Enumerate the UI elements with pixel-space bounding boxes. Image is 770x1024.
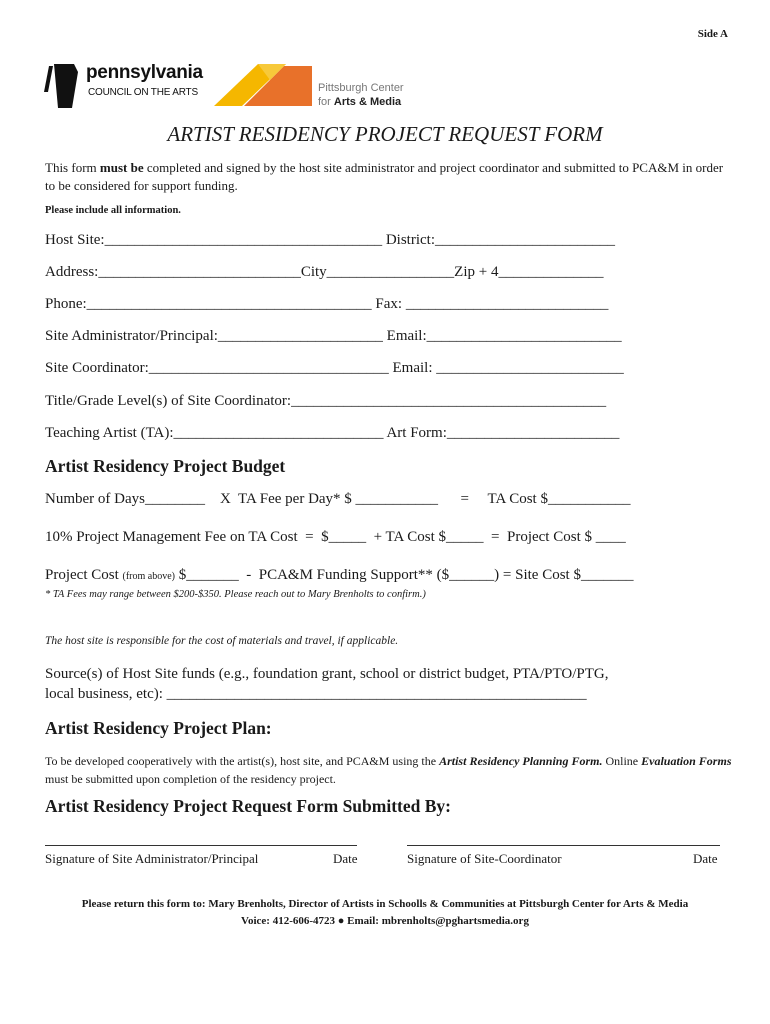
form-title: ARTIST RESIDENCY PROJECT REQUEST FORM [167,122,603,146]
intro-text: This form must be completed and signed by the host site administrator and project coordinator and submitted to PCA&M in order to be considered for support funding. [45,160,724,193]
footer-return-line: Please return this form to: Mary Brenholts, Director of Artists in Schoolls & Communities at Pittsburgh Center for Arts & Media [81,898,689,910]
funds-sources-line1: Source(s) of Host Site funds (e.g., foundation grant, school or district budget, PTA/PTO/PTG, [45,666,609,682]
project-cost-line[interactable]: Project Cost (from above) $_______ - PCA&M Funding Support** ($______) = Site Cost $_______ [45,567,634,583]
admin-signature-label: Signature of Site Administrator/Principal [45,851,259,866]
teaching-artist-field[interactable]: Teaching Artist (TA):____________________________ Art Form:_______________________ [45,425,620,441]
pa-council-logo [44,58,224,110]
management-fee-line[interactable]: 10% Project Management Fee on TA Cost = $_____ + TA Cost $_____ = Project Cost $ ____ [45,529,626,545]
site-coordinator-field[interactable]: Site Coordinator:________________________________ Email: _________________________ [45,360,624,376]
site-admin-field[interactable]: Site Administrator/Principal:______________________ Email:__________________________ [45,328,622,344]
plan-heading: Artist Residency Project Plan: [45,718,272,738]
pa-keystone-icon [44,62,84,108]
title-grade-field[interactable]: Title/Grade Level(s) of Site Coordinator:__________________________________________ [45,393,607,409]
footer-contact-line: Voice: 412-606-4723 ● Email: mbrenholts@pghartsmedia.org [241,915,529,927]
include-note: Please include all information. [45,205,181,216]
pa-logo-sub: COUNCIL ON THE ARTS [88,87,198,98]
funds-sources-line2[interactable]: local business, etc): ________________________________________________________ [45,686,587,702]
coordinator-signature-label: Signature of Site-Coordinator [407,851,562,866]
pca-logo [214,62,414,110]
plan-text: To be developed cooperatively with the artist(s), host site, and PCA&M using the Artist Residency Planning Form. Online Evaluation Forms must be submitted upon completion of the residency project. [45,754,732,786]
host-site-field[interactable]: Host Site:_____________________________________ District:________________________ [45,232,615,248]
pa-logo-word: pennsylvania [86,62,203,83]
admin-signature-line[interactable] [45,845,357,846]
budget-heading: Artist Residency Project Budget [45,456,286,476]
address-field[interactable]: Address:___________________________City_________________Zip + 4______________ [45,264,604,280]
pca-logo-line2: for Arts & Media [318,96,402,108]
admin-date-label: Date [333,851,358,866]
pca-mark-icon [214,62,314,110]
host-site-note: The host site is responsible for the cost of materials and travel, if applicable. [45,635,399,647]
days-fee-line[interactable]: Number of Days________ X TA Fee per Day* $ ___________ = TA Cost $___________ [45,491,631,507]
submitted-heading: Artist Residency Project Request Form Submitted By: [45,796,451,816]
ta-fee-note: * TA Fees may range between $200-$350. Please reach out to Mary Brenholts to confirm.) [45,589,426,600]
phone-field[interactable]: Phone:______________________________________ Fax: ___________________________ [45,296,609,312]
coordinator-date-label: Date [693,851,718,866]
coordinator-signature-line[interactable] [407,845,720,846]
side-label: Side A [697,28,728,40]
pca-logo-line1: Pittsburgh Center [318,82,404,94]
